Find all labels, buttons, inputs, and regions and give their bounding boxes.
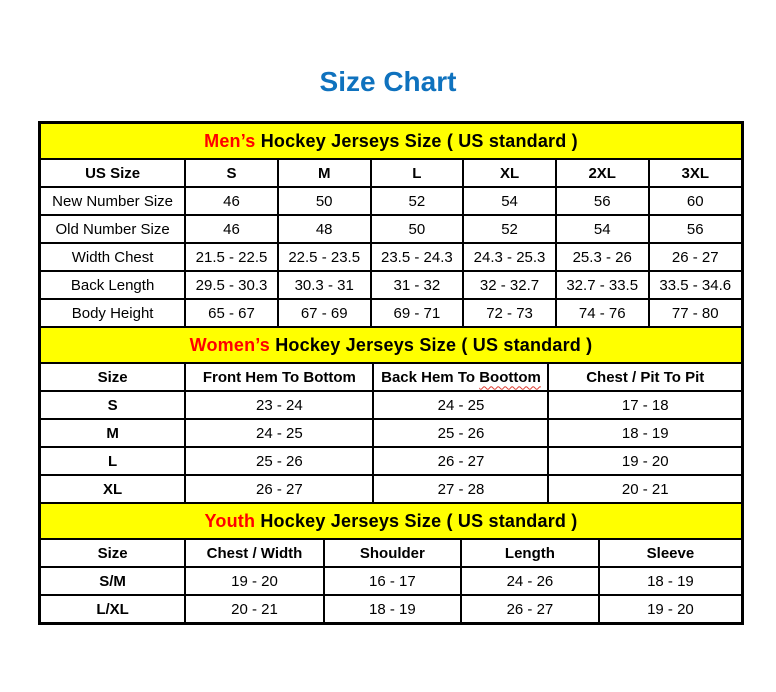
cell-value: 48 bbox=[278, 215, 371, 243]
table-row bbox=[41, 475, 741, 503]
cell-value: 19 - 20 bbox=[599, 595, 741, 622]
cell-value: 25 - 26 bbox=[185, 447, 373, 475]
cell-value: 32 - 32.7 bbox=[463, 271, 556, 299]
table-row bbox=[41, 243, 741, 271]
table-row bbox=[41, 595, 741, 622]
row-label: M bbox=[41, 419, 185, 447]
column-header-row bbox=[41, 363, 741, 391]
cell-value: 72 - 73 bbox=[463, 299, 556, 327]
cell-value: 24 - 25 bbox=[373, 391, 548, 419]
banner-highlight-text: Youth bbox=[204, 510, 261, 531]
cell-value: 56 bbox=[649, 215, 741, 243]
cell-value: 33.5 - 34.6 bbox=[649, 271, 741, 299]
cell-value: 74 - 76 bbox=[556, 299, 649, 327]
column-header: Length bbox=[461, 539, 599, 567]
column-header: Chest / Pit To Pit bbox=[548, 363, 741, 391]
cell-value: 26 - 27 bbox=[649, 243, 741, 271]
section-banner-row bbox=[41, 328, 741, 363]
column-header: XL bbox=[463, 159, 556, 187]
table-row bbox=[41, 187, 741, 215]
size-table-mens bbox=[41, 124, 741, 328]
column-header: Size bbox=[41, 363, 185, 391]
cell-value: 27 - 28 bbox=[373, 475, 548, 503]
table-row bbox=[41, 215, 741, 243]
cell-value: 54 bbox=[463, 187, 556, 215]
cell-value: 18 - 19 bbox=[599, 567, 741, 595]
cell-value: 18 - 19 bbox=[548, 419, 741, 447]
section-banner-row bbox=[41, 504, 741, 539]
banner-rest-text: Hockey Jerseys Size ( US standard ) bbox=[260, 130, 578, 151]
cell-value: 26 - 27 bbox=[185, 475, 373, 503]
cell-value: 67 - 69 bbox=[278, 299, 371, 327]
column-header: Back Hem To Boottom bbox=[373, 363, 548, 391]
row-label: S bbox=[41, 391, 185, 419]
cell-value: 31 - 32 bbox=[371, 271, 464, 299]
row-label: Width Chest bbox=[41, 243, 185, 271]
row-label: Old Number Size bbox=[41, 215, 185, 243]
cell-value: 60 bbox=[649, 187, 741, 215]
section-banner-mens bbox=[41, 124, 741, 159]
banner-highlight-text: Women’s bbox=[189, 334, 276, 355]
table-row bbox=[41, 299, 741, 327]
table-row bbox=[41, 271, 741, 299]
section-banner-row bbox=[41, 124, 741, 159]
cell-value: 32.7 - 33.5 bbox=[556, 271, 649, 299]
cell-value: 26 - 27 bbox=[373, 447, 548, 475]
cell-value: 50 bbox=[278, 187, 371, 215]
cell-value: 26 - 27 bbox=[461, 595, 599, 622]
cell-value: 17 - 18 bbox=[548, 391, 741, 419]
cell-value: 19 - 20 bbox=[548, 447, 741, 475]
size-table-youth bbox=[41, 504, 741, 622]
cell-value: 46 bbox=[185, 187, 278, 215]
cell-value: 52 bbox=[371, 187, 464, 215]
cell-value: 25.3 - 26 bbox=[556, 243, 649, 271]
cell-value: 20 - 21 bbox=[548, 475, 741, 503]
table-row bbox=[41, 567, 741, 595]
cell-value: 50 bbox=[371, 215, 464, 243]
column-header: Size bbox=[41, 539, 185, 567]
cell-value: 24 - 25 bbox=[185, 419, 373, 447]
table-row bbox=[41, 419, 741, 447]
cell-value: 29.5 - 30.3 bbox=[185, 271, 278, 299]
size-tables bbox=[38, 121, 744, 625]
row-label: Body Height bbox=[41, 299, 185, 327]
cell-value: 46 bbox=[185, 215, 278, 243]
table-row bbox=[41, 391, 741, 419]
column-header: 3XL bbox=[649, 159, 741, 187]
column-header: Front Hem To Bottom bbox=[185, 363, 373, 391]
column-header: Shoulder bbox=[324, 539, 461, 567]
cell-value: 20 - 21 bbox=[185, 595, 324, 622]
row-label: XL bbox=[41, 475, 185, 503]
column-header-row bbox=[41, 159, 741, 187]
row-label: L/XL bbox=[41, 595, 185, 622]
cell-value: 65 - 67 bbox=[185, 299, 278, 327]
cell-value: 30.3 - 31 bbox=[278, 271, 371, 299]
cell-value: 77 - 80 bbox=[649, 299, 741, 327]
column-header-row bbox=[41, 539, 741, 567]
row-label: L bbox=[41, 447, 185, 475]
column-header: L bbox=[371, 159, 464, 187]
cell-value: 23.5 - 24.3 bbox=[371, 243, 464, 271]
row-label: New Number Size bbox=[41, 187, 185, 215]
section-banner-womens bbox=[41, 328, 741, 363]
column-header: US Size bbox=[41, 159, 185, 187]
cell-value: 18 - 19 bbox=[324, 595, 461, 622]
cell-value: 54 bbox=[556, 215, 649, 243]
cell-value: 16 - 17 bbox=[324, 567, 461, 595]
cell-value: 24.3 - 25.3 bbox=[463, 243, 556, 271]
column-header: Sleeve bbox=[599, 539, 741, 567]
banner-rest-text: Hockey Jerseys Size ( US standard ) bbox=[275, 334, 593, 355]
table-row bbox=[41, 447, 741, 475]
size-table-womens bbox=[41, 328, 741, 504]
cell-value: 52 bbox=[463, 215, 556, 243]
cell-value: 24 - 26 bbox=[461, 567, 599, 595]
cell-value: 19 - 20 bbox=[185, 567, 324, 595]
column-header: Chest / Width bbox=[185, 539, 324, 567]
cell-value: 23 - 24 bbox=[185, 391, 373, 419]
column-header: 2XL bbox=[556, 159, 649, 187]
row-label: Back Length bbox=[41, 271, 185, 299]
banner-highlight-text: Men’s bbox=[204, 130, 261, 151]
cell-value: 22.5 - 23.5 bbox=[278, 243, 371, 271]
section-banner-youth bbox=[41, 504, 741, 539]
column-header: S bbox=[185, 159, 278, 187]
cell-value: 21.5 - 22.5 bbox=[185, 243, 278, 271]
cell-value: 25 - 26 bbox=[373, 419, 548, 447]
misspelled-word: Boottom bbox=[479, 368, 541, 386]
cell-value: 56 bbox=[556, 187, 649, 215]
column-header: M bbox=[278, 159, 371, 187]
page-title: Size Chart bbox=[319, 66, 457, 97]
cell-value: 69 - 71 bbox=[371, 299, 464, 327]
row-label: S/M bbox=[41, 567, 185, 595]
banner-rest-text: Hockey Jerseys Size ( US standard ) bbox=[260, 510, 578, 531]
